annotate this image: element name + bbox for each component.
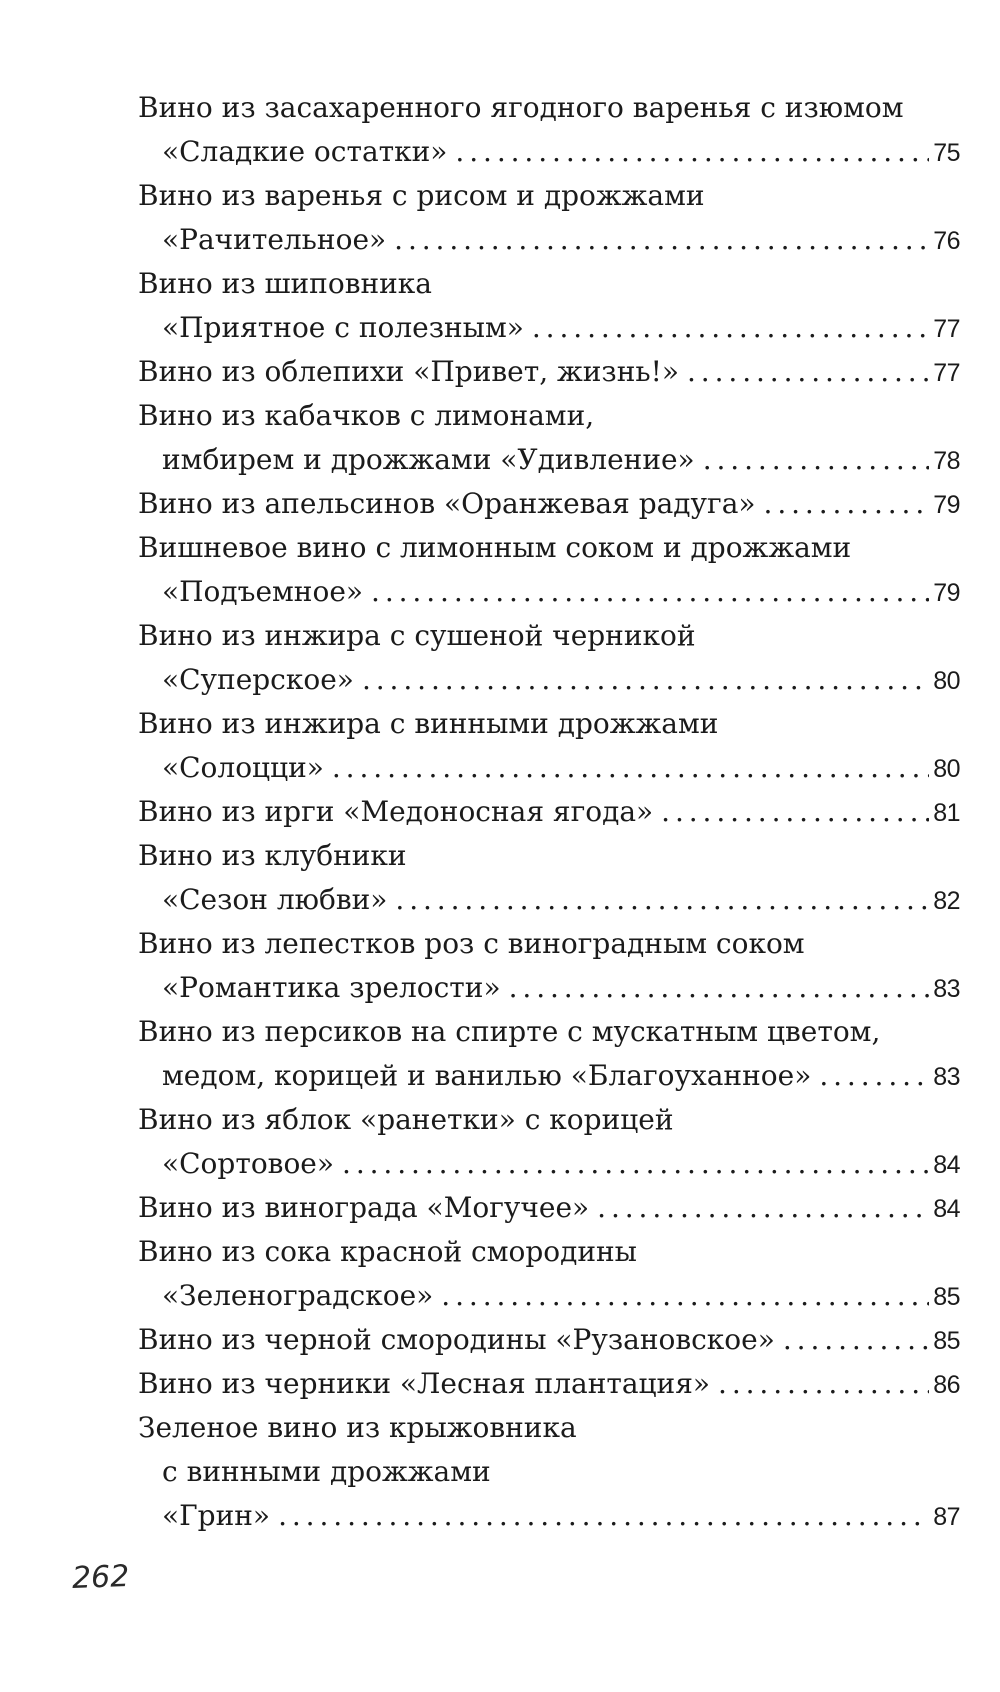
toc-entry-page: 76 [933, 227, 960, 255]
toc-entry [138, 526, 960, 614]
toc-entry-title: Вино из засахаренного ягодного варенья с изюмом [138, 91, 904, 124]
toc-entry-page: 79 [933, 491, 960, 519]
toc-line [138, 1098, 960, 1142]
toc-line [138, 1010, 960, 1054]
toc-entry [138, 1010, 960, 1098]
dot-leader [362, 658, 929, 702]
page-number: 262 [71, 1559, 130, 1596]
dot-leader [395, 878, 929, 922]
toc-entry-page: 83 [933, 1063, 960, 1091]
toc-line [138, 394, 960, 438]
toc-line [138, 86, 960, 130]
toc-line [138, 702, 960, 746]
toc-line [138, 174, 960, 218]
toc-entry [138, 1318, 960, 1362]
dot-leader [342, 1142, 929, 1186]
toc-line [138, 218, 960, 262]
toc-entry-title: с винными дрожжами [162, 1455, 491, 1488]
toc-entry [138, 262, 960, 350]
dot-leader [718, 1362, 929, 1406]
toc-entry-page: 80 [933, 755, 960, 783]
toc-entry-page: 78 [933, 447, 960, 475]
toc-entry [138, 1230, 960, 1318]
toc-line [138, 834, 960, 878]
toc-line [138, 658, 960, 702]
toc-line [138, 482, 960, 526]
toc-line [138, 1274, 960, 1318]
toc-entry-title: Зеленое вино из крыжовника [138, 1411, 577, 1444]
toc-line [138, 922, 960, 966]
toc-entry-page: 82 [933, 887, 960, 915]
toc-entry-title: Вино из шиповника [138, 267, 432, 300]
toc-entry [138, 394, 960, 482]
toc-entry-page: 75 [933, 139, 960, 167]
toc-entry-title: «Подъемное» [162, 575, 364, 608]
toc-entry-title: «Романтика зрелости» [162, 971, 501, 1004]
toc-entry [138, 482, 960, 526]
toc-entry-title: Вино из апельсинов «Оранжевая радуга» [138, 487, 756, 520]
dot-leader [703, 438, 930, 482]
toc-entry-page: 79 [933, 579, 960, 607]
toc-entry-title: «Сезон любви» [162, 883, 388, 916]
toc-entry-title: Вишневое вино с лимонным соком и дрожжами [138, 531, 852, 564]
toc-line [138, 746, 960, 790]
dot-leader [332, 746, 929, 790]
dot-leader [278, 1494, 929, 1538]
table-of-contents [138, 86, 960, 1538]
toc-line [138, 526, 960, 570]
toc-entry [138, 350, 960, 394]
toc-entry-title: «Зеленоградское» [162, 1279, 434, 1312]
toc-entry [138, 834, 960, 922]
toc-entry-title: «Грин» [162, 1499, 271, 1532]
toc-entry-title: Вино из облепихи «Привет, жизнь!» [138, 355, 679, 388]
toc-line [138, 130, 960, 174]
dot-leader [394, 218, 929, 262]
toc-entry-title: Вино из инжира с сушеной черникой [138, 619, 696, 652]
toc-entry-title: Вино из персиков на спирте с мускатным цветом, [138, 1015, 881, 1048]
toc-entry-title: «Сладкие остатки» [162, 135, 448, 168]
toc-line [138, 614, 960, 658]
dot-leader [371, 570, 929, 614]
toc-entry [138, 1362, 960, 1406]
toc-entry-page: 84 [933, 1151, 960, 1179]
toc-entry-title: Вино из черники «Лесная плантация» [138, 1367, 711, 1400]
dot-leader [455, 130, 929, 174]
toc-entry-page: 86 [933, 1371, 960, 1399]
dot-leader [597, 1186, 929, 1230]
toc-entry-title: имбирем и дрожжами «Удивление» [162, 443, 695, 476]
toc-line [138, 1494, 960, 1538]
toc-line [138, 1318, 960, 1362]
toc-entry [138, 702, 960, 790]
toc-line [138, 1230, 960, 1274]
toc-line [138, 1054, 960, 1098]
toc-entry-title: «Рачительное» [162, 223, 387, 256]
toc-line [138, 262, 960, 306]
toc-entry-title: Вино из кабачков с лимонами, [138, 399, 595, 432]
toc-entry-title: «Солоцци» [162, 751, 324, 784]
toc-entry-page: 83 [933, 975, 960, 1003]
toc-entry-title: «Сортовое» [162, 1147, 335, 1180]
toc-line [138, 438, 960, 482]
toc-entry-title: Вино из инжира с винными дрожжами [138, 707, 719, 740]
toc-entry [138, 1098, 960, 1186]
dot-leader [687, 350, 929, 394]
toc-entry-page: 87 [933, 1503, 960, 1531]
toc-entry [138, 922, 960, 1010]
dot-leader [783, 1318, 929, 1362]
toc-line [138, 1362, 960, 1406]
toc-entry-page: 80 [933, 667, 960, 695]
dot-leader [661, 790, 929, 834]
toc-entry-title: медом, корицей и ванилью «Благоуханное» [162, 1059, 812, 1092]
toc-line [138, 790, 960, 834]
toc-entry [138, 174, 960, 262]
toc-entry [138, 1186, 960, 1230]
dot-leader [819, 1054, 929, 1098]
toc-entry-page: 85 [933, 1327, 960, 1355]
toc-line [138, 1142, 960, 1186]
toc-line [138, 1450, 960, 1494]
toc-entry [138, 1406, 960, 1538]
toc-entry [138, 790, 960, 834]
toc-line [138, 1406, 960, 1450]
toc-entry-title: «Суперское» [162, 663, 354, 696]
toc-entry-page: 85 [933, 1283, 960, 1311]
toc-entry-title: Вино из клубники [138, 839, 407, 872]
toc-entry-page: 77 [933, 315, 960, 343]
toc-line [138, 966, 960, 1010]
toc-entry-title: Вино из ирги «Медоносная ягода» [138, 795, 654, 828]
dot-leader [509, 966, 930, 1010]
toc-line [138, 570, 960, 614]
toc-entry [138, 86, 960, 174]
toc-entry-title: Вино из винограда «Могучее» [138, 1191, 590, 1224]
toc-entry-title: Вино из черной смородины «Рузановское» [138, 1323, 775, 1356]
toc-entry-title: Вино из варенья с рисом и дрожжами [138, 179, 705, 212]
toc-entry [138, 614, 960, 702]
toc-entry-title: Вино из лепестков роз с виноградным соком [138, 927, 805, 960]
toc-line [138, 350, 960, 394]
toc-entry-page: 77 [933, 359, 960, 387]
toc-entry-title: Вино из сока красной смородины [138, 1235, 637, 1268]
toc-entry-title: Вино из яблок «ранетки» с корицей [138, 1103, 674, 1136]
dot-leader [764, 482, 930, 526]
toc-entry-page: 84 [933, 1195, 960, 1223]
toc-line [138, 878, 960, 922]
dot-leader [532, 306, 929, 350]
toc-entry-page: 81 [933, 799, 960, 827]
dot-leader [441, 1274, 929, 1318]
toc-entry-title: «Приятное с полезным» [162, 311, 524, 344]
toc-line [138, 306, 960, 350]
toc-line [138, 1186, 960, 1230]
